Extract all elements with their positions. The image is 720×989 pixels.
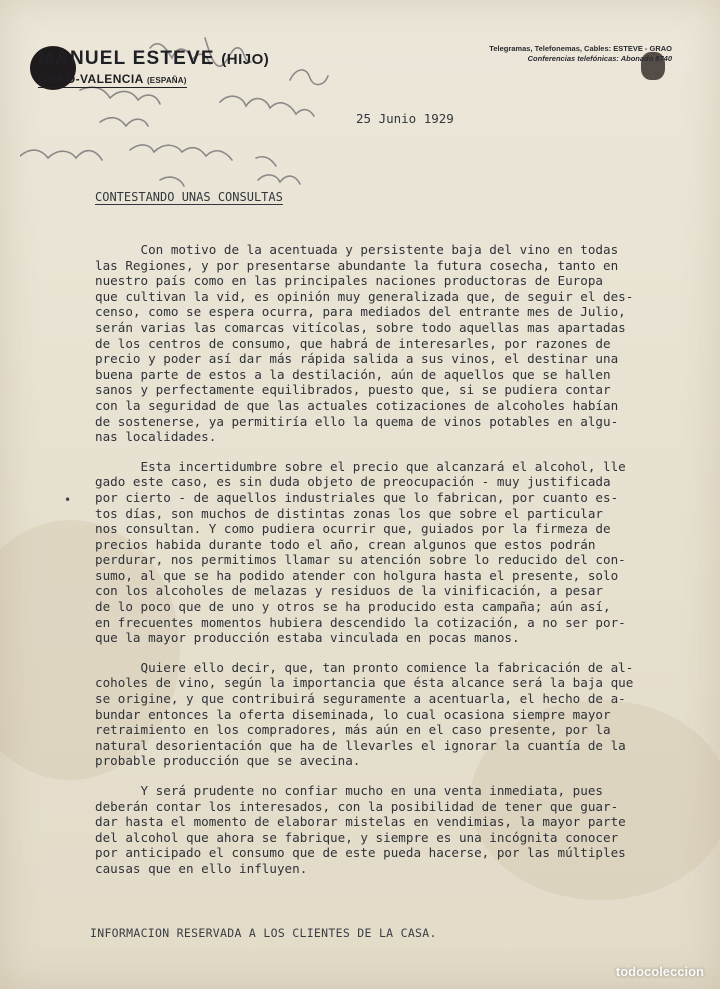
margin-mark: •	[64, 493, 72, 507]
body-line: sumo, al que se ha podido atender con holgura hasta el presente, solo	[95, 567, 619, 583]
body-line: dar hasta el momento de elaborar mistelas en vendimias, la mayor parte	[95, 814, 626, 830]
body-line: sanos y perfectamente equilibrados, puesto que, si se pudiera contar	[95, 382, 611, 398]
body-line: nos consultan. Y como pudiera ocurrir que, guiados por la firmeza de	[95, 521, 611, 537]
company-location	[38, 72, 187, 88]
watermark: todocoleccion	[615, 964, 704, 979]
body-line: de lo poco que de uno y otros se ha producido esta campaña; aún así,	[95, 599, 611, 615]
body-line: gado este caso, es sin duda objeto de preocupación - muy justificada	[95, 474, 611, 490]
body-line: nas localidades.	[95, 429, 217, 445]
contact-line-phone: Conferencias telefónicas: Abonado 8740	[527, 54, 672, 63]
body-line: retraimiento en los compradores, más aún en el caso presente, por la	[95, 722, 611, 738]
body-line: censo, como se espera ocurra, para mediados del entrante mes de Julio,	[95, 304, 626, 320]
body-paragraph	[95, 660, 681, 769]
body-line: tos días, son muchos de distintas zonas los que sobre el particular	[95, 505, 603, 521]
contact-line-telegrams: Telegramas, Telefonemas, Cables: ESTEVE - GRAO	[489, 44, 672, 53]
letter-subject: CONTESTANDO UNAS CONSULTAS	[95, 190, 283, 204]
body-line: bundar entonces la oferta diseminada, lo cual ocasiona siempre mayor	[95, 706, 611, 722]
country-text: (ESPAÑA)	[146, 76, 187, 85]
body-line: Y será prudente no confiar mucho en una venta inmediata, pues	[95, 783, 603, 798]
body-line: deberán contar los interesados, con la posibilidad de tener que guar-	[95, 798, 619, 814]
body-line: perdurar, nos permitimos llamar su atención sobre lo reducido del con-	[95, 552, 626, 568]
body-line: que cultivan la vid, es opinión muy generalizada que, de seguir el des-	[95, 288, 634, 304]
body-line: en frecuentes momentos hubiera descendido la cotización, a no ser por-	[95, 614, 626, 630]
body-line: buena parte de estos a la destilación, aún de aquellos que se hallen	[95, 366, 611, 382]
body-paragraph	[95, 459, 681, 646]
company-suffix: (HIJO)	[221, 51, 270, 68]
body-line: por anticipado el consumo que de este pueda hacerse, por las múltiples	[95, 845, 626, 861]
location-text: GRAO-VALENCIA	[38, 72, 144, 86]
body-line: natural desorientación que ha de llevarles el ignorar la cuantía de la	[95, 737, 626, 753]
body-line: Con motivo de la acentuada y persistente baja del vino en todas	[95, 242, 619, 257]
body-line: Quiere ello decir, que, tan pronto comience la fabricación de al-	[95, 659, 634, 675]
body-line: Esta incertidumbre sobre el precio que alcanzará el alcohol, lle	[95, 458, 626, 474]
contact-info	[489, 44, 672, 64]
body-line: de los centros de consumo, que habrá de interesarles, por razones de	[95, 335, 611, 351]
company-name-text: MANUEL ESTEVE	[38, 48, 215, 69]
body-line: precio y poder así dar más rápida salida a sus vinos, el destinar una	[95, 351, 619, 367]
body-line: de sostenerse, ya permitiría ello la quema de vinos potables en algu-	[95, 413, 619, 429]
footer-note: INFORMACION RESERVADA A LOS CLIENTES DE LA CASA.	[90, 926, 437, 940]
body-line: que la mayor producción estaba vinculada en pocas manos.	[95, 630, 520, 646]
body-line: se origine, y que contribuirá seguramente a acentuarla, el hecho de a-	[95, 691, 626, 707]
letter-body	[95, 242, 681, 891]
company-name	[38, 48, 269, 70]
letter-date: 25 Junio 1929	[356, 111, 454, 126]
body-line: las Regiones, y por presentarse abundante la futura cosecha, tanto en	[95, 257, 619, 273]
body-line: causas que en ello influyen.	[95, 860, 308, 876]
body-line: con la seguridad de que las actuales cotizaciones de alcoholes habían	[95, 397, 619, 413]
body-line: con los alcoholes de melazas y residuos de la vinificación, a pesar	[95, 583, 603, 599]
body-paragraph	[95, 783, 681, 877]
body-line: nuestro país como en las principales naciones productoras de Europa	[95, 273, 603, 289]
body-line: del alcohol que ahora se fabrique, y siempre es una incógnita conocer	[95, 829, 619, 845]
body-line: precios habida durante todo el año, crean algunos que estos podrán	[95, 536, 596, 552]
body-line: coholes de vino, según la importancia que ésta alcance será la baja que	[95, 675, 634, 691]
body-paragraph	[95, 242, 681, 445]
body-line: serán varias las comarcas vitícolas, sobre todo aquellas mas apartadas	[95, 319, 626, 335]
body-line: probable producción que se avecina.	[95, 753, 361, 769]
body-line: por cierto - de aquellos industriales que lo fabrican, por cuanto es-	[95, 489, 619, 505]
